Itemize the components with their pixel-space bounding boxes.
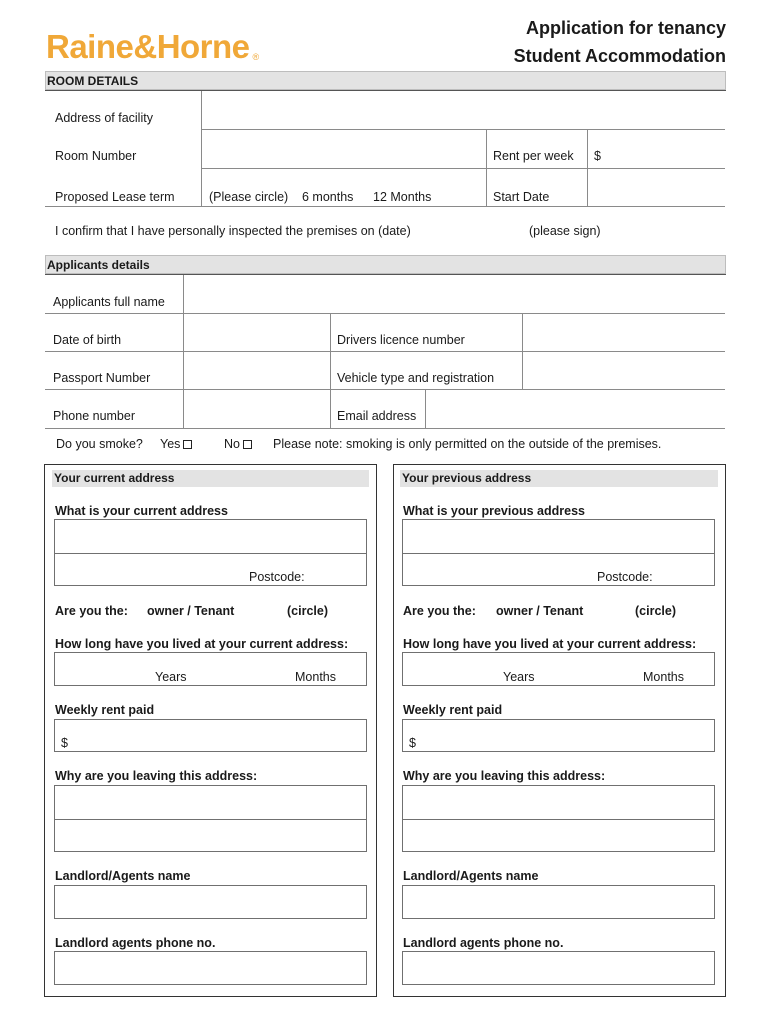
current-months-label: Months xyxy=(295,670,336,684)
applicants-details-header xyxy=(45,255,726,274)
previous-leaving-field[interactable] xyxy=(402,785,715,852)
current-address-question: What is your current address xyxy=(55,504,228,518)
smoke-no-label: No xyxy=(224,437,240,451)
email-address-label: Email address xyxy=(337,409,417,423)
rent-per-week-label: Rent per week xyxy=(493,149,574,163)
previous-are-you-label: Are you the: xyxy=(403,604,476,618)
previous-rent-dollar-sign: $ xyxy=(409,736,416,750)
current-address-header xyxy=(52,470,369,487)
drivers-licence-label: Drivers licence number xyxy=(337,333,465,347)
divider xyxy=(201,129,725,130)
vehicle-registration-label: Vehicle type and registration xyxy=(337,371,495,385)
current-landlord-phone-field[interactable] xyxy=(54,951,367,985)
previous-months-label: Months xyxy=(643,670,684,684)
rent-per-week-field[interactable] xyxy=(605,131,724,167)
logo-text: Raine&Horne xyxy=(46,28,250,65)
divider xyxy=(55,553,366,554)
full-name-label: Applicants full name xyxy=(53,295,165,309)
current-how-long-label: How long have you lived at your current address: xyxy=(55,637,349,651)
email-address-field[interactable] xyxy=(427,391,724,427)
passport-number-label: Passport Number xyxy=(53,371,151,385)
current-leaving-label: Why are you leaving this address: xyxy=(55,769,258,783)
divider xyxy=(486,129,487,206)
divider xyxy=(45,428,725,429)
passport-number-field[interactable] xyxy=(185,353,329,388)
previous-address-header xyxy=(400,470,718,487)
divider xyxy=(45,389,725,390)
vehicle-registration-field[interactable] xyxy=(524,353,724,388)
divider xyxy=(403,819,714,820)
previous-landlord-phone-label: Landlord agents phone no. xyxy=(403,936,564,950)
current-circle-note: (circle) xyxy=(287,604,328,618)
room-details-header xyxy=(45,71,726,90)
divider xyxy=(201,91,202,207)
previous-leaving-label: Why are you leaving this address: xyxy=(403,769,606,783)
current-landlord-name-field[interactable] xyxy=(54,885,367,919)
date-of-birth-field[interactable] xyxy=(185,315,329,350)
divider xyxy=(45,313,725,314)
smoke-no-option[interactable] xyxy=(224,437,252,451)
form-subtitle: Student Accommodation xyxy=(513,46,726,66)
current-landlord-phone-label: Landlord agents phone no. xyxy=(55,936,216,950)
phone-number-label: Phone number xyxy=(53,409,136,423)
previous-weekly-rent-label: Weekly rent paid xyxy=(403,703,503,717)
room-details-title: ROOM DETAILS xyxy=(47,74,139,88)
company-logo xyxy=(46,28,259,66)
start-date-field[interactable] xyxy=(589,170,724,205)
current-rent-dollar-sign: $ xyxy=(61,736,68,750)
room-number-label: Room Number xyxy=(55,149,137,163)
please-sign-text: (please sign) xyxy=(529,224,601,238)
previous-years-label: Years xyxy=(503,670,535,684)
current-postcode-label: Postcode: xyxy=(249,570,305,584)
date-of-birth-label: Date of birth xyxy=(53,333,122,347)
smoke-question: Do you smoke? xyxy=(56,437,143,451)
previous-circle-note: (circle) xyxy=(635,604,676,618)
full-name-field[interactable] xyxy=(185,276,724,312)
lease-term-label: Proposed Lease term xyxy=(55,190,175,204)
applicants-details-title: Applicants details xyxy=(47,258,150,272)
drivers-licence-field[interactable] xyxy=(524,315,724,350)
current-address-title: Your current address xyxy=(54,471,175,485)
current-weekly-rent-label: Weekly rent paid xyxy=(55,703,155,717)
lease-circle-note: (Please circle) xyxy=(209,190,289,204)
inspection-confirm-text: I confirm that I have personally inspected the premises on (date) xyxy=(55,224,411,238)
start-date-label: Start Date xyxy=(493,190,550,204)
room-number-field[interactable] xyxy=(203,131,485,167)
divider xyxy=(55,819,366,820)
divider xyxy=(522,313,523,389)
current-weekly-rent-field[interactable] xyxy=(54,719,367,752)
divider xyxy=(587,129,588,206)
previous-duration-field[interactable] xyxy=(402,652,715,686)
smoke-yes-label: Yes xyxy=(160,437,181,451)
smoke-yes-option[interactable] xyxy=(160,437,192,451)
previous-postcode-label: Postcode: xyxy=(597,570,653,584)
current-years-label: Years xyxy=(155,670,187,684)
divider xyxy=(45,90,726,91)
lease-option-12-months[interactable]: 12 Months xyxy=(373,190,432,204)
current-are-you-label: Are you the: xyxy=(55,604,128,618)
previous-owner-tenant-options[interactable]: owner / Tenant xyxy=(496,604,584,618)
divider xyxy=(45,274,726,275)
divider xyxy=(45,206,725,207)
rent-dollar-sign: $ xyxy=(594,149,601,163)
address-of-facility-label: Address of facility xyxy=(55,111,153,125)
current-duration-field[interactable] xyxy=(54,652,367,686)
registered-mark: ® xyxy=(252,52,259,62)
divider xyxy=(403,553,714,554)
previous-landlord-name-label: Landlord/Agents name xyxy=(403,869,539,883)
previous-address-field[interactable] xyxy=(402,519,715,586)
divider xyxy=(45,351,725,352)
smoking-note: Please note: smoking is only permitted on the outside of the premises. xyxy=(273,437,662,451)
smoke-no-checkbox[interactable] xyxy=(243,440,252,449)
smoke-yes-checkbox[interactable] xyxy=(183,440,192,449)
current-address-field[interactable] xyxy=(54,519,367,586)
previous-address-question: What is your previous address xyxy=(403,504,585,518)
previous-weekly-rent-field[interactable] xyxy=(402,719,715,752)
form-title: Application for tenancy xyxy=(525,18,726,38)
lease-option-6-months[interactable]: 6 months xyxy=(302,190,354,204)
previous-landlord-phone-field[interactable] xyxy=(402,951,715,985)
divider xyxy=(201,168,725,169)
current-leaving-field[interactable] xyxy=(54,785,367,852)
divider xyxy=(425,389,426,428)
previous-landlord-name-field[interactable] xyxy=(402,885,715,919)
previous-how-long-label: How long have you lived at your current address: xyxy=(403,637,697,651)
current-owner-tenant-options[interactable]: owner / Tenant xyxy=(147,604,235,618)
divider xyxy=(330,313,331,428)
address-of-facility-field[interactable] xyxy=(203,92,724,128)
previous-address-title: Your previous address xyxy=(402,471,532,485)
current-landlord-name-label: Landlord/Agents name xyxy=(55,869,191,883)
phone-number-field[interactable] xyxy=(185,391,329,427)
